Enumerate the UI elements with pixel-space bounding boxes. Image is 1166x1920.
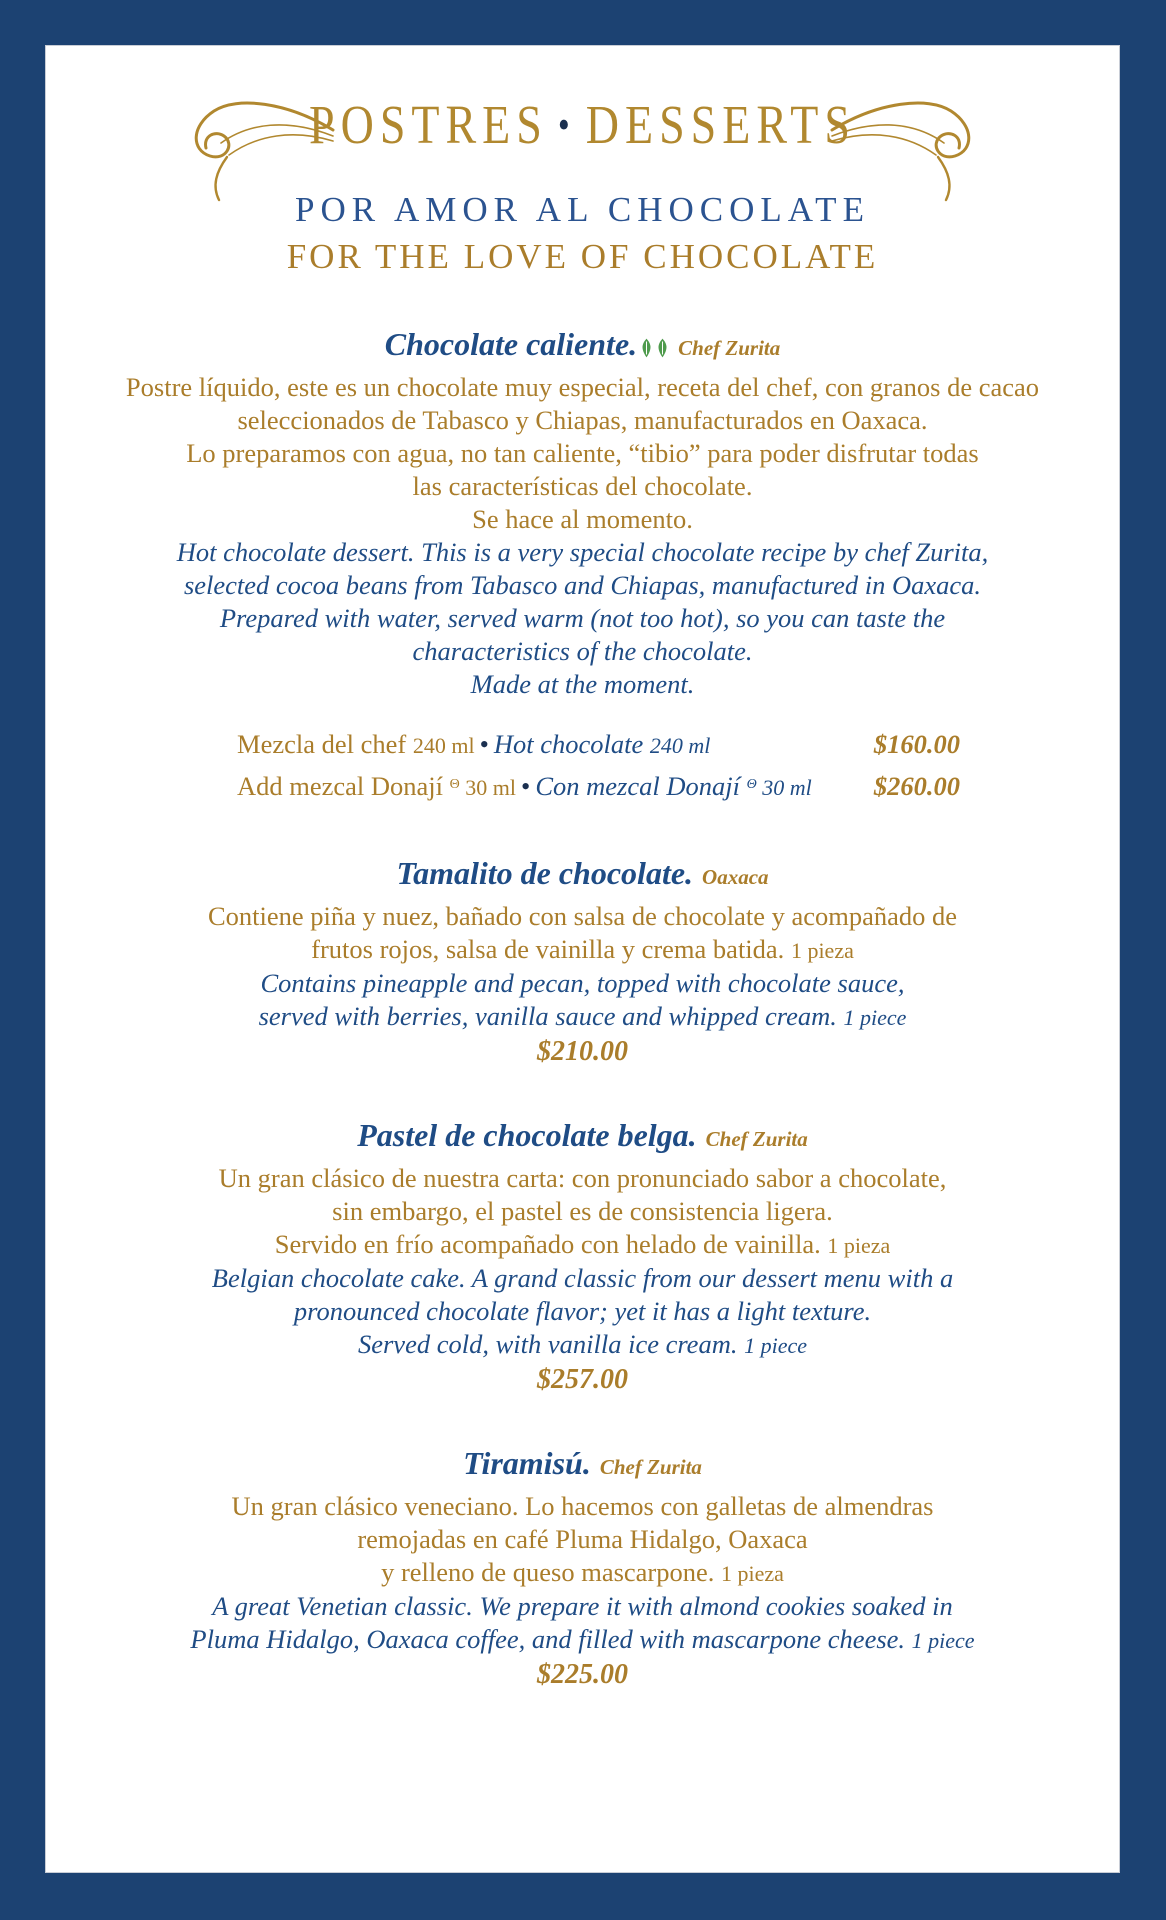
text-segment: pronounced chocolate flavor; yet it has a light texture.	[293, 1296, 872, 1326]
item-title: Chocolate caliente.	[384, 326, 638, 362]
page-title	[309, 92, 856, 156]
menu-section-tamalito-de-chocolate	[45, 853, 1120, 1069]
chef-origin-tag: Chef Zurita	[678, 336, 781, 360]
title-english: DESSERTS	[585, 93, 856, 155]
description-line-spanish	[45, 470, 1120, 503]
text-segment: Mezcla del chef	[237, 729, 413, 759]
text-segment: Postre líquido, este es un chocolate muy especial, receta del chef, con granos de cacao	[125, 372, 1040, 402]
description-line-english	[45, 1295, 1120, 1328]
text-segment: Served cold, with vanilla ice cream.	[357, 1329, 745, 1359]
description-line-english	[45, 602, 1120, 635]
text-segment: 1 piece	[744, 1333, 807, 1358]
price-row	[237, 725, 960, 765]
green-leaf-icon	[640, 335, 653, 361]
text-segment: Pluma Hidalgo, Oaxaca coffee, and filled with mascarpone cheese.	[190, 1624, 912, 1654]
description-line-english	[45, 1262, 1120, 1295]
text-segment: las características del chocolate.	[412, 471, 753, 501]
text-segment: seleccionados de Tabasco y Chiapas, manufacturados en Oaxaca.	[237, 405, 928, 435]
description-line-english	[45, 668, 1120, 701]
text-segment: 1 piece	[911, 1628, 975, 1653]
description-line-spanish	[45, 1195, 1120, 1228]
text-segment: 30 ml	[459, 775, 517, 800]
subtitle-spanish: POR AMOR AL CHOCOLATE	[295, 190, 870, 229]
text-segment: Servido en frío acompañado con helado de vainilla.	[274, 1229, 828, 1259]
description-line-spanish	[45, 404, 1120, 437]
item-title: Tiramisú.	[463, 1445, 591, 1481]
text-segment: sin embargo, el pastel es de consistencia ligera.	[332, 1196, 833, 1226]
text-segment: Θ	[746, 777, 757, 792]
description-line-spanish	[45, 437, 1120, 470]
text-segment: Hot chocolate	[493, 729, 650, 759]
green-leaf-icon	[656, 335, 669, 361]
text-segment: characteristics of the chocolate.	[412, 636, 753, 666]
description-line-spanish	[45, 1523, 1120, 1556]
description-line-english	[45, 635, 1120, 668]
price-value: $225.00	[537, 1659, 628, 1690]
text-segment: Se hace al momento.	[472, 504, 693, 534]
text-segment: y relleno de queso mascarpone.	[381, 1557, 722, 1587]
menu-sheet	[45, 45, 1120, 1873]
text-segment: Prepared with water, served warm (not too hot), so you can taste the	[219, 603, 946, 633]
item-title: Tamalito de chocolate.	[396, 855, 694, 891]
description-line-spanish	[45, 1162, 1120, 1195]
title-row	[45, 65, 1120, 183]
text-segment: Belgian chocolate cake. A grand classic from our dessert menu with a	[211, 1263, 954, 1293]
item-title-row	[45, 1443, 1120, 1487]
text-segment: Hot chocolate dessert. This is a very special chocolate recipe by chef Zurita,	[176, 537, 989, 567]
description-line-english	[45, 536, 1120, 569]
description-line-spanish	[45, 1490, 1120, 1523]
menu-section-chocolate-caliente	[45, 324, 1120, 807]
text-segment: 1 pieza	[790, 938, 854, 963]
text-segment: Contiene piña y nuez, bañado con salsa de chocolate y acompañado de	[207, 901, 958, 931]
description-line-english	[45, 1590, 1120, 1623]
item-title-row	[45, 1115, 1120, 1159]
subtitle-english: FOR THE LOVE OF CHOCOLATE	[286, 237, 879, 276]
description-line-spanish	[45, 900, 1120, 933]
chef-origin-tag: Oaxaca	[702, 865, 769, 889]
price-list	[237, 725, 960, 807]
text-segment: remojadas en café Pluma Hidalgo, Oaxaca	[357, 1524, 808, 1554]
menu-header	[45, 45, 1120, 278]
text-segment: 240 ml	[649, 733, 711, 758]
description-line-english	[45, 569, 1120, 602]
title-spanish: POSTRES	[309, 93, 548, 155]
description-line-spanish	[45, 933, 1120, 967]
description-line-english	[45, 1000, 1120, 1034]
menu-sections	[45, 324, 1120, 1692]
item-title-row	[45, 853, 1120, 897]
text-segment: 1 pieza	[827, 1233, 891, 1258]
description-line-spanish	[45, 371, 1120, 404]
price-value: $257.00	[537, 1364, 628, 1395]
price-value: $160.00	[873, 729, 960, 759]
text-segment: A great Venetian classic. We prepare it with almond cookies soaked in	[212, 1591, 953, 1621]
text-segment: Made at the moment.	[470, 669, 695, 699]
text-segment: Lo preparamos con agua, no tan caliente, “tibio” para poder disfrutar todas	[186, 438, 979, 468]
text-segment: 1 pieza	[721, 1561, 784, 1586]
description-line-spanish	[45, 1228, 1120, 1262]
text-segment: 30 ml	[756, 775, 812, 800]
item-title-row	[45, 324, 1120, 368]
text-segment: •	[521, 771, 531, 801]
chef-origin-tag: Chef Zurita	[705, 1127, 808, 1151]
menu-section-tiramisu	[45, 1443, 1120, 1692]
description-line-spanish	[45, 503, 1120, 536]
chef-origin-tag: Chef Zurita	[599, 1455, 702, 1479]
text-segment: frutos rojos, salsa de vainilla y crema batida.	[311, 934, 791, 964]
text-segment: 240 ml	[412, 733, 475, 758]
text-segment: selected cocoa beans from Tabasco and Chiapas, manufactured in Oaxaca.	[183, 570, 982, 600]
title-separator-dot: •	[557, 103, 576, 148]
description-line-english	[45, 1623, 1120, 1657]
price-row-label	[237, 765, 812, 807]
green-leaf-icon	[640, 335, 653, 361]
description-line-english	[45, 1328, 1120, 1362]
text-segment: Contains pineapple and pecan, topped with chocolate sauce,	[260, 968, 905, 998]
text-segment: Add mezcal Donají	[237, 771, 450, 801]
text-segment: served with berries, vanilla sauce and whipped cream.	[258, 1001, 844, 1031]
text-segment: 1 piece	[843, 1005, 907, 1030]
green-leaf-icon	[656, 335, 669, 361]
price-row-label	[237, 725, 710, 765]
text-segment: Con mezcal Donají	[535, 771, 747, 801]
description-line-spanish	[45, 1556, 1120, 1590]
text-segment: •	[479, 729, 489, 759]
menu-section-pastel-de-chocolate-belga	[45, 1115, 1120, 1397]
price-value: $210.00	[537, 1036, 628, 1067]
text-segment: Θ	[449, 777, 460, 792]
price-value: $260.00	[873, 771, 960, 801]
text-segment: Un gran clásico veneciano. Lo hacemos con galletas de almendras	[231, 1491, 934, 1521]
item-title: Pastel de chocolate belga.	[357, 1117, 697, 1153]
price-row	[237, 765, 960, 807]
text-segment: Un gran clásico de nuestra carta: con pronunciado sabor a chocolate,	[218, 1163, 947, 1193]
description-line-english	[45, 967, 1120, 1000]
